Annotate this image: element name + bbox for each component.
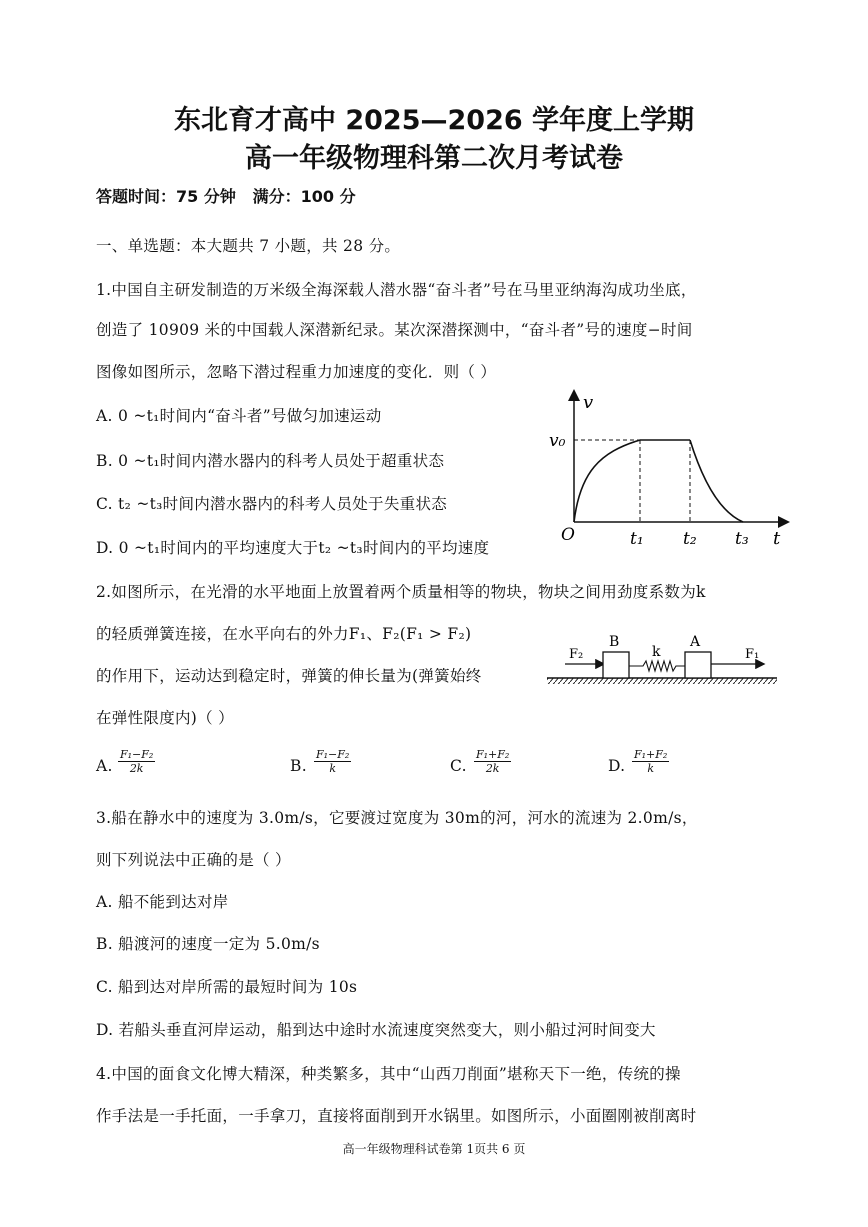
q2-option-b-fraction [314, 748, 351, 775]
q2-option-a-den: 2k [129, 762, 144, 775]
exam-title-line1: 东北育才高中 2025—2026 学年度上学期 [173, 105, 695, 136]
q3-option-a: A. 船不能到达对岸 [96, 893, 229, 911]
ground-hatch [547, 678, 777, 684]
q3-option-c: C. 船到达对岸所需的最短时间为 10s [96, 978, 358, 996]
q2-option-c-den: 2k [485, 762, 500, 775]
q2-option-a-label: A. [96, 757, 113, 775]
q2-line3: 的作用下，运动达到稳定时，弹簧的伸长量为(弹簧始终 [96, 667, 482, 685]
block-a [685, 652, 711, 678]
score-value: 100 分 [300, 187, 356, 206]
t-label: t [773, 528, 781, 549]
t3-label: t₃ [735, 529, 749, 549]
exam-meta [96, 184, 356, 207]
q3-option-d: D. 若船头垂直河岸运动，船到达中途时水流速度突然变大，则小船过河时间变大 [96, 1021, 656, 1039]
accel-curve [574, 440, 640, 522]
q3-option-b: B. 船渡河的速度一定为 5.0m/s [96, 935, 320, 953]
block-b [603, 652, 629, 678]
q1-option-a: A. 0 ~t₁时间内“奋斗者”号做匀加速运动 [96, 407, 382, 425]
v-label: v [583, 392, 594, 413]
time-label: 答题时间： [96, 187, 177, 206]
f1-label: F₁ [745, 647, 760, 662]
v0-label: v₀ [549, 431, 566, 451]
q2-option-c-fraction [474, 748, 511, 775]
q2-line4: 在弹性限度内)（ ） [96, 709, 234, 727]
q3-line2: 则下列说法中正确的是（ ） [96, 851, 291, 869]
q1-line2: 创造了 10909 米的中国载人深潜新纪录。某次深潜探测中，“奋斗者”号的速度−时间 [96, 321, 693, 339]
q1-option-b: B. 0 ~t₁时间内潜水器内的科考人员处于超重状态 [96, 452, 445, 470]
q2-option-b-label: B. [290, 757, 307, 775]
q1-line3: 图像如图所示，忽略下潜过程重力加速度的变化．则（ ） [96, 363, 497, 381]
decel-curve [690, 440, 743, 522]
q2-option-c-num: F₁+F₂ [476, 748, 510, 761]
section-heading: 一、单选题：本大题共 7 小题，共 28 分。 [96, 237, 401, 255]
q2-option-d-den: k [647, 762, 654, 775]
k-label: k [652, 644, 661, 660]
q2-option-d-num: F₁+F₂ [634, 748, 668, 761]
t2-label: t₂ [683, 529, 697, 549]
spring [629, 661, 685, 671]
score-label: 满分： [252, 187, 301, 206]
q2-option-d-fraction [632, 748, 669, 775]
q2-option-b-den: k [329, 762, 336, 775]
spring-blocks-diagram [545, 628, 785, 690]
page-footer: 高一年级物理科试卷第 1页共 6 页 [342, 1142, 526, 1156]
t1-label: t₁ [630, 529, 644, 549]
origin-label: O [561, 525, 575, 545]
q1-option-d: D. 0 ~t₁时间内的平均速度大于t₂ ~t₃时间内的平均速度 [96, 539, 490, 557]
velocity-time-graph [549, 382, 795, 552]
q2-option-a-num: F₁−F₂ [120, 748, 154, 761]
q2-option-c-label: C. [450, 757, 467, 775]
q4-line2: 作手法是一手托面，一手拿刀，直接将面削到开水锅里。如图所示，小面圈刚被削离时 [96, 1107, 697, 1125]
q1-option-c: C. t₂ ~t₃时间内潜水器内的科考人员处于失重状态 [96, 495, 448, 513]
exam-title-line2: 高一年级物理科第二次月考试卷 [245, 143, 623, 174]
q3-line1: 3.船在静水中的速度为 3.0m/s，它要渡过宽度为 30m的河，河水的流速为 2.0m/s， [96, 809, 698, 827]
time-value: 75 分钟 [176, 187, 236, 206]
q2-option-b-num: F₁−F₂ [316, 748, 350, 761]
q2-line2: 的轻质弹簧连接，在水平向右的外力F₁、F₂(F₁ > F₂) [96, 625, 472, 643]
b-label: B [609, 634, 620, 650]
q1-line1: 1.中国自主研发制造的万米级全海深载人潜水器“奋斗者”号在马里亚纳海沟成功坐底， [96, 281, 697, 299]
a-label: A [690, 634, 701, 650]
q2-line1: 2.如图所示，在光滑的水平地面上放置着两个质量相等的物块，物块之间用劲度系数为k [96, 583, 706, 601]
q4-line1: 4.中国的面食文化博大精深，种类繁多，其中“山西刀削面”堪称天下一绝，传统的操 [96, 1065, 681, 1083]
q2-option-a-fraction [118, 748, 155, 775]
q2-option-d-label: D. [608, 757, 626, 775]
f2-label: F₂ [569, 647, 584, 662]
